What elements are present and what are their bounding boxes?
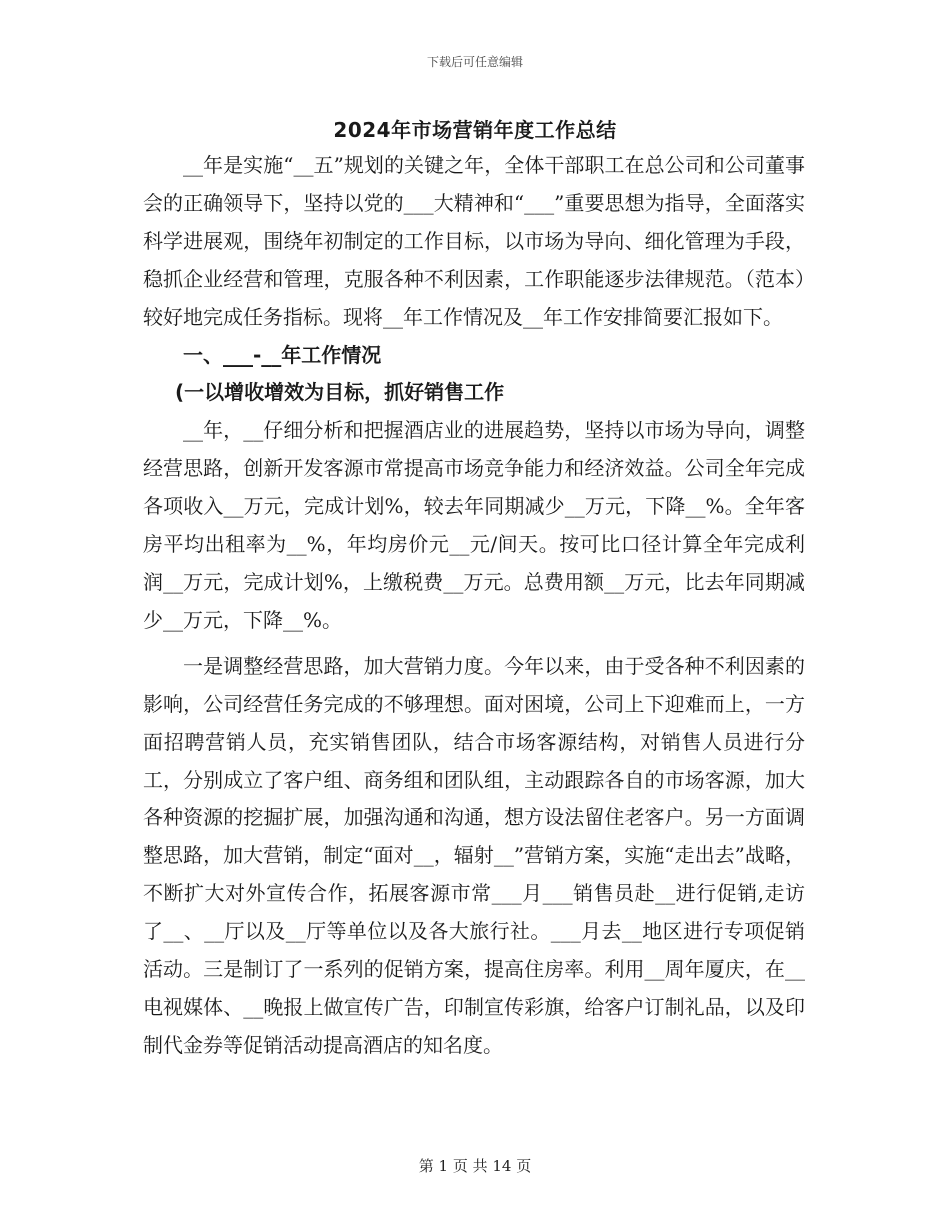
- page-indicator: 第 1 页 共 14 页: [418, 1157, 532, 1175]
- document-title: 2024年市场营销年度工作总结: [333, 118, 617, 142]
- paragraph-marketing: 一是调整经营思路，加大营销力度。今年以来，由于受各种不利因素的影响，公司经营任务完成的不够理想。面对困境，公司上下迎难而上，一方面招聘营销人员，充实销售团队，结合市场客源结构，对销售人员进行分工，分别成立了客户组、商务组和团队组，主动跟踪各自的市场客源，加大各种资源的挖掘扩展，加强沟通和沟通，想方设法留住老客户。另一方面调整思路，加大营销，制定“面对__，辐射__”营销方案，实施“走出去”战略，不断扩大对外宣传合作，拓展客源市常___月___销售员赴__进行促销,走访了__、__厅以及__厅等单位以及各大旅行社。___月去__地区进行专项促销活动。三是制订了一系列的促销方案，提高住房率。利用__周年厦庆，在__电视媒体、__晚报上做宣传广告，印制宣传彩旗，给客户订制礼品，以及印制代金券等促销活动提高酒店的知名度。: [143, 653, 805, 1057]
- subsection-heading: (一以增收增效为目标，抓好销售工作: [175, 380, 505, 405]
- document-body: [143, 147, 805, 1065]
- section-heading: 一、___-__年工作情况: [183, 342, 382, 367]
- paragraph-sales-summary: __年，__仔细分析和把握酒店业的进展趋势，坚持以市场为导向，调整经营思路，创新开发客源市常提高市场竞争能力和经济效益。公司全年完成各项收入__万元，完成计划%，较去年同期减少__万元，下降__%。全年客房平均出租率为__%，年均房价元__元/间天。按可比口径计算全年完成利润__万元，完成计划%，上缴税费__万元。总费用额__万元，比去年同期减少__万元，下降__%。: [143, 418, 805, 632]
- paragraph-intro: __年是实施“__五”规划的关键之年，全体干部职工在总公司和公司董事会的正确领导下，坚持以党的___大精神和“___”重要思想为指导，全面落实科学进展观，围绕年初制定的工作目标，以市场为导向、细化管理为手段，稳抓企业经营和管理，克服各种不利因素，工作职能逐步法律规范。（范本）较好地完成任务指标。现将__年工作情况及__年工作安排简要汇报如下。: [143, 153, 805, 329]
- header-note: 下载后可任意编辑: [426, 55, 523, 69]
